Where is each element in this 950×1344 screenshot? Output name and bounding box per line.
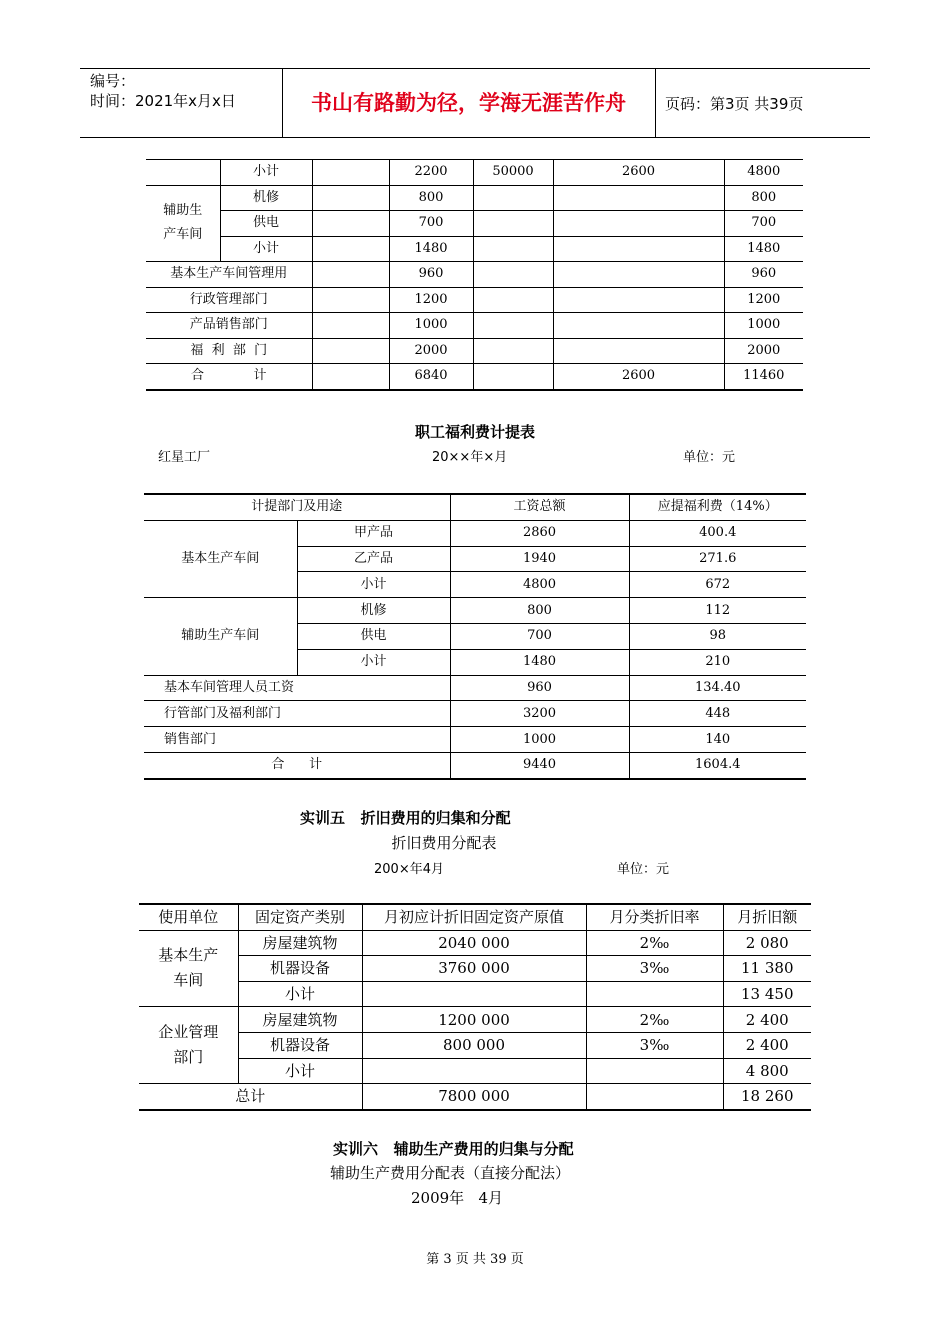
table-cell: 总计 [139,1084,362,1110]
table-cell: 1604.4 [629,752,806,778]
header-page-number: 页码：第3页 共39页 [665,95,804,113]
table-cell: 98 [629,623,806,649]
table-cell: 448 [629,701,806,727]
table-cell: 2000 [389,338,473,364]
table-row [144,598,806,624]
table-cell: 2 400 [723,1007,811,1033]
table-cell: 3200 [450,701,629,727]
table-row [139,1032,811,1058]
table-cell: 11460 [724,364,803,390]
table-row [139,930,811,956]
table-cell: 4800 [724,160,803,186]
table-cell [473,236,553,262]
wage-allocation-table-continued [146,159,803,391]
table-cell: 1200 [724,287,803,313]
table-cell [312,364,389,390]
table-cell [362,1058,586,1084]
table-row [144,727,806,753]
table-cell: 供电 [220,211,312,237]
table-row [139,1007,811,1033]
table-cell: 700 [389,211,473,237]
table-cell: 1000 [724,313,803,339]
section-heading: 实训六 辅助生产费用的归集与分配 [333,1140,574,1158]
table-cell: 800 [450,598,629,624]
column-header: 月折旧额 [723,904,811,930]
table-header-row [139,904,811,930]
table-cell: 1480 [724,236,803,262]
table-cell [146,160,220,186]
table-cell [312,160,389,186]
table-row [146,338,803,364]
page-footer: 第 3 页 共 39 页 [426,1252,524,1267]
header-motto: 书山有路勤为径，学海无涯苦作舟 [311,91,626,115]
table-row [146,313,803,339]
table-total-row [139,1084,811,1110]
table-row [146,185,803,211]
table-cell: 11 380 [723,956,811,982]
table-cell: 134.40 [629,675,806,701]
table-row [144,701,806,727]
table-cell: 小计 [220,236,312,262]
table-cell: 4800 [450,572,629,598]
table-cell: 机器设备 [238,1032,362,1058]
table-cell: 6840 [389,364,473,390]
table-cell: 2200 [389,160,473,186]
table-cell: 房屋建筑物 [238,930,362,956]
table-cell [473,262,553,288]
table-cell: 机器设备 [238,956,362,982]
table-cell [312,287,389,313]
table-cell: 行管部门及福利部门 [144,701,450,727]
table-cell: 2‰ [586,1007,723,1033]
table-cell: 112 [629,598,806,624]
table-cell [553,338,724,364]
table-cell: 2‰ [586,930,723,956]
table-cell: 271.6 [629,546,806,572]
table-cell: 2 400 [723,1032,811,1058]
table-cell: 4 800 [723,1058,811,1084]
table-cell: 1000 [450,727,629,753]
table-cell [553,262,724,288]
table-cell: 2600 [553,160,724,186]
table-row [146,287,803,313]
table-cell: 销售部门 [144,727,450,753]
table-cell [312,185,389,211]
column-header: 使用单位 [139,904,238,930]
table-total-row [146,364,803,390]
table-cell: 基本车间管理人员工资 [144,675,450,701]
column-header: 应提福利费（14%） [629,494,806,520]
table-cell: 13 450 [723,981,811,1007]
table-cell [312,211,389,237]
table-cell [473,287,553,313]
company-name: 红星工厂 [158,450,211,465]
row-group-label: 企业管理 部门 [139,1007,238,1084]
table-cell: 1200 000 [362,1007,586,1033]
table-cell: 800 [724,185,803,211]
table-cell: 1480 [389,236,473,262]
table-cell [312,338,389,364]
table-cell: 3‰ [586,1032,723,1058]
table-cell: 机修 [297,598,450,624]
table-cell: 50000 [473,160,553,186]
table-cell [553,211,724,237]
table-cell: 小计 [238,981,362,1007]
table-row [144,675,806,701]
table-cell: 800 [389,185,473,211]
table-cell: 供电 [297,623,450,649]
table-cell: 960 [450,675,629,701]
table-cell [553,287,724,313]
row-group-label: 基本生产车间 [144,520,297,597]
table-row [146,160,803,186]
table-cell: 3‰ [586,956,723,982]
table-cell: 2860 [450,520,629,546]
table-cell: 400.4 [629,520,806,546]
page-header [80,68,870,138]
table-cell: 210 [629,649,806,675]
column-header: 月分类折旧率 [586,904,723,930]
section-heading: 实训五 折旧费用的归集和分配 [300,809,511,827]
table-cell: 672 [629,572,806,598]
aux-allocation-period: 2009年 4月 [411,1189,504,1207]
table-cell: 合 计 [146,364,312,390]
table-cell: 1200 [389,287,473,313]
table-header-row [144,494,806,520]
table-cell: 18 260 [723,1084,811,1110]
table-cell: 小计 [297,649,450,675]
table-cell: 乙产品 [297,546,450,572]
table-cell [312,313,389,339]
table-cell: 机修 [220,185,312,211]
table-cell [473,313,553,339]
table-cell: 2 080 [723,930,811,956]
table-total-row [144,752,806,778]
table-cell: 行政管理部门 [146,287,312,313]
table-cell [473,338,553,364]
table-cell: 1480 [450,649,629,675]
row-group-label: 辅助生产车间 [144,598,297,675]
table-cell: 甲产品 [297,520,450,546]
table-cell: 960 [389,262,473,288]
table-cell: 800 000 [362,1032,586,1058]
table-cell: 700 [724,211,803,237]
depreciation-table [139,903,811,1111]
table-cell: 960 [724,262,803,288]
aux-allocation-title: 辅助生产费用分配表（直接分配法） [329,1164,570,1182]
table-cell: 2040 000 [362,930,586,956]
table-row [139,981,811,1007]
welfare-table [144,493,806,780]
table-cell [362,981,586,1007]
table-cell: 1940 [450,546,629,572]
table-cell: 小计 [238,1058,362,1084]
depreciation-table-title: 折旧费用分配表 [391,834,497,852]
welfare-period: 20××年×月 [432,450,508,465]
document-time-label: 时间：2021年x月x日 [90,92,236,110]
table-cell [473,185,553,211]
table-cell: 140 [629,727,806,753]
table-cell [586,981,723,1007]
table-cell: 2600 [553,364,724,390]
table-cell [553,313,724,339]
table-cell [312,262,389,288]
table-row [139,956,811,982]
table-row [144,520,806,546]
table-row [146,211,803,237]
table-cell: 小计 [220,160,312,186]
table-cell [586,1084,723,1110]
column-header: 计提部门及用途 [144,494,450,520]
depreciation-period: 200×年4月 [374,862,444,877]
table-cell [473,364,553,390]
table-cell: 产品销售部门 [146,313,312,339]
table-cell: 合 计 [144,752,450,778]
table-cell: 福 利 部 门 [146,338,312,364]
table-cell: 2000 [724,338,803,364]
table-cell: 小计 [297,572,450,598]
table-cell [473,211,553,237]
document-number-label: 编号： [90,72,136,90]
table-cell: 3760 000 [362,956,586,982]
table-cell: 700 [450,623,629,649]
welfare-table-title: 职工福利费计提表 [414,423,535,441]
table-cell: 基本生产车间管理用 [146,262,312,288]
table-cell: 9440 [450,752,629,778]
table-cell [553,185,724,211]
table-row [146,236,803,262]
row-group-label: 辅助生 产车间 [146,185,220,262]
row-group-label: 基本生产 车间 [139,930,238,1007]
table-cell [553,236,724,262]
table-cell [586,1058,723,1084]
welfare-unit: 单位：元 [683,450,736,465]
column-header: 固定资产类别 [238,904,362,930]
column-header: 工资总额 [450,494,629,520]
table-row [139,1058,811,1084]
table-row [146,262,803,288]
table-cell: 1000 [389,313,473,339]
table-cell: 7800 000 [362,1084,586,1110]
header-left [90,71,236,111]
table-cell [312,236,389,262]
column-header: 月初应计折旧固定资产原值 [362,904,586,930]
header-divider [655,69,656,137]
depreciation-unit: 单位：元 [617,862,670,877]
table-cell: 房屋建筑物 [238,1007,362,1033]
